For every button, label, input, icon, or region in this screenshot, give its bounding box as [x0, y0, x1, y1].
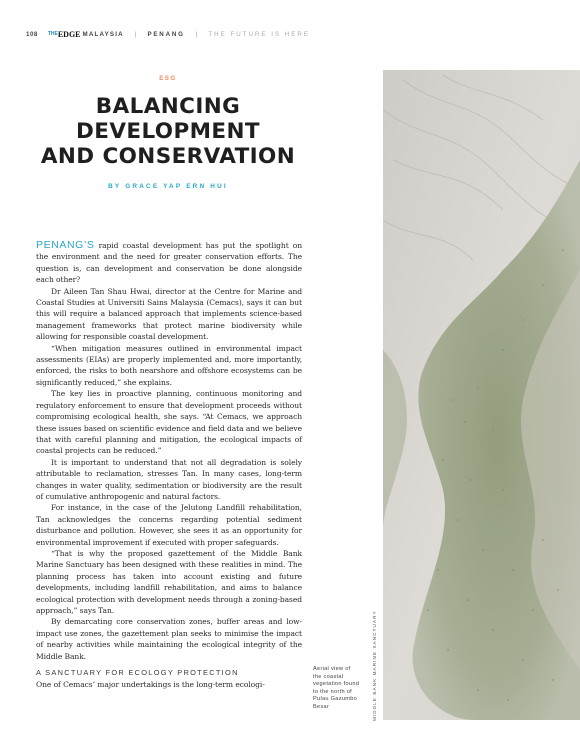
caption-line: vegetation found — [313, 681, 360, 688]
body-paragraph: The key lies in proactive planning, continuous monitoring and regulatory enforcement to ensure that development proceeds without compromising ecological health, she says. “At Cemacs, we approach these issues based on scientific evidence and field data and we believe that with careful planning and mitigation, the ecological impacts of coastal projects can be reduced.” — [36, 389, 302, 456]
lead-text: rapid coastal development has put the spotlight on the environment and the need for greater conservation efforts. The question is, can development and conservation be done alongside each other? — [36, 241, 302, 285]
continued-paragraph: One of Cemacs’ major undertakings is the long-term ecologi- — [36, 680, 265, 690]
body-paragraph: By demarcating core conservation zones, buffer areas and low-impact use zones, the gazettement plan seeks to minimise the impact of nearby activities while maintaining the ecological integrity of the Middle Bank. — [36, 617, 302, 661]
title-line: AND CONSERVATION — [40, 144, 296, 169]
section-name: PENANG — [147, 30, 185, 38]
page-number: 108 — [26, 30, 38, 38]
caption-line: the coastal — [313, 673, 344, 680]
article-kicker: ESG — [159, 76, 177, 82]
title-line: DEVELOPMENT — [76, 119, 260, 144]
section-subhead: A SANCTUARY FOR ECOLOGY PROTECTION — [36, 668, 239, 678]
article-body — [36, 240, 302, 690]
header-separator: | — [134, 30, 137, 38]
title-line: BALANCING — [95, 94, 241, 119]
running-header — [26, 28, 310, 40]
brand-logo-the: THE — [47, 31, 58, 37]
body-paragraph: “That is why the proposed gazettement of the Middle Bank Marine Sanctuary has been designed with these realities in mind. The planning process has taken into account existing and future developments, including landfill rehabilitation, and aims to balance ecological protection with development needs through a zoning-based approach,” says Tan. — [36, 548, 302, 615]
section-tagline: THE FUTURE IS HERE — [208, 30, 311, 38]
caption-line: Besar — [313, 703, 330, 710]
body-paragraph: “When mitigation measures outlined in environmental impact assessments (EIAs) are properly implemented and, more importantly, enforced, the risks to both nearshore and offshore ecosystems can be significantly reduced,” she explains. — [36, 343, 302, 387]
photo-caption — [313, 666, 371, 712]
brand-country: MALAYSIA — [82, 30, 124, 38]
article-byline: BY GRACE YAP ERN HUI — [108, 183, 228, 190]
photo-credit: MIDDLE BANK MARINE SANCTUARY — [372, 610, 377, 721]
body-paragraph: It is important to understand that not all degradation is solely attributable to reclamation, stresses Tan. In many cases, long-term changes in water quality, sedimentation or biodiversity are the result of cumulative anthropogenic and natural factors. — [36, 457, 302, 501]
article-title — [0, 94, 336, 169]
brand-logo-edge: EDGE — [57, 29, 81, 39]
caption-line: Pulau Gazumbo — [313, 696, 358, 703]
lead-paragraph — [36, 240, 302, 286]
body-paragraph: For instance, in the case of the Jelutong Landfill rehabilitation, Tan acknowledges the concerns regarding potential sediment disturbance and pollution. However, she sees it as an opportunity for environmental improvement if executed with proper safeguards. — [36, 503, 302, 547]
dropcap-word: PENANG’S — [36, 239, 95, 251]
caption-line: Aerial view of — [313, 666, 351, 672]
aerial-photo — [383, 70, 580, 720]
body-paragraph: Dr Aileen Tan Shau Hwai, director at the Centre for Marine and Coastal Studies at Universiti Sains Malaysia (Cemacs), says it can but this will require a balanced approach that implements science-based management frameworks that protect marine biodiversity while allowing for responsible coastal development. — [36, 286, 302, 342]
caption-line: to the north of — [313, 688, 353, 695]
header-separator: | — [195, 30, 198, 38]
